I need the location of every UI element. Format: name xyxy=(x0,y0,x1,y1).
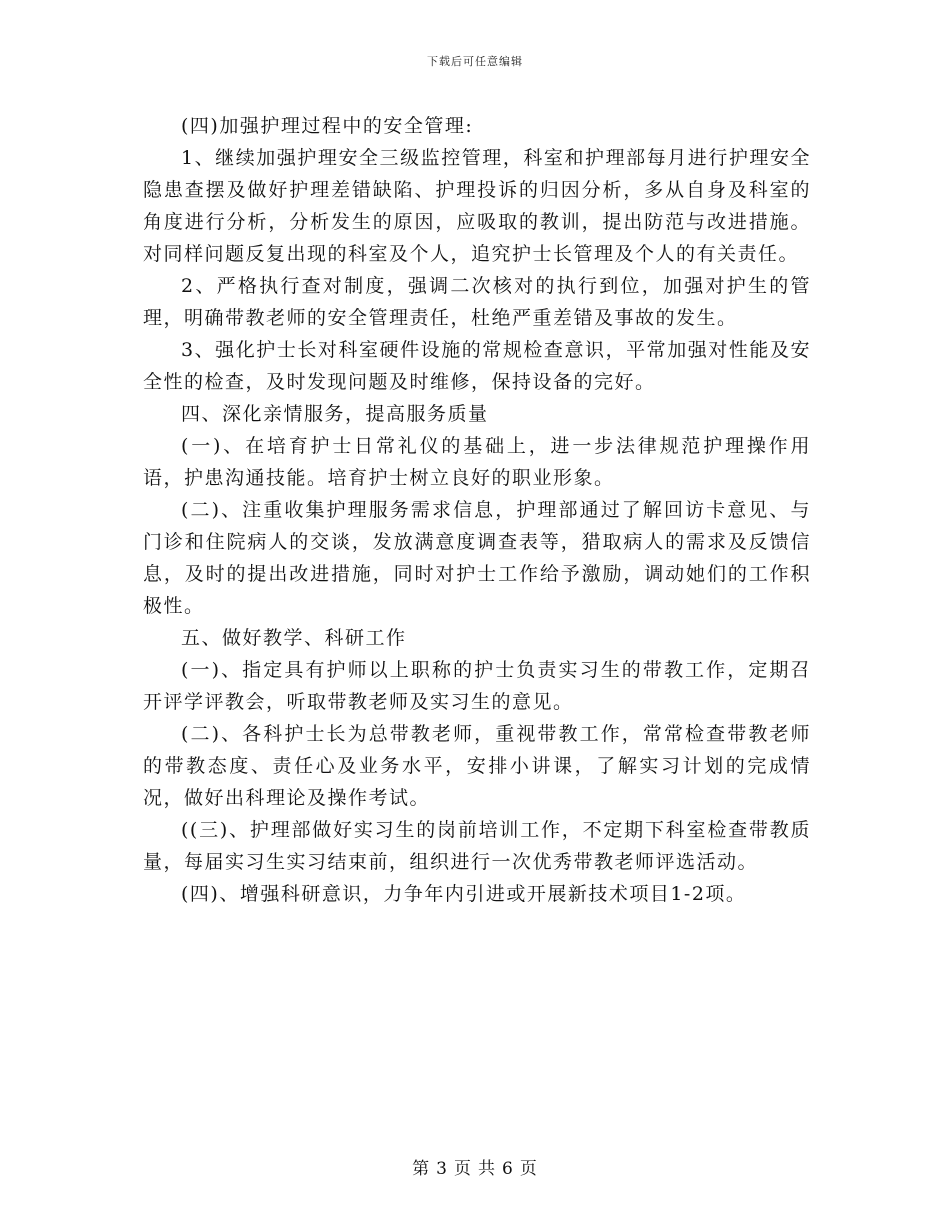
page-label-suffix: 页 xyxy=(519,1159,538,1179)
paragraph-service-item-1: (一)、在培育护士日常礼仪的基础上，进一步法律规范护理操作用语，护患沟通技能。培育护士树立良好的职业形象。 xyxy=(143,435,811,489)
paragraph-teaching-item-3: ((三)、护理部做好实习生的岗前培训工作，不定期下科室检查带教质量，每届实习生实习结束前，组织进行一次优秀带教老师评选活动。 xyxy=(143,819,811,873)
paragraph-safety-item-2: 2、严格执行查对制度，强调二次核对的执行到位，加强对护生的管理，明确带教老师的安全管理责任，杜绝严重差错及事故的发生。 xyxy=(143,275,811,329)
page-label-mid1: 页 xyxy=(454,1159,472,1179)
paragraph-service-item-2: (二)、注重收集护理服务需求信息，护理部通过了解回访卡意见、与门诊和住院病人的交谈，发放满意度调查表等，猎取病人的需求及反馈信息，及时的提出改进措施，同时对护士工作给予激励，调动她们的工作积极性。 xyxy=(143,499,811,617)
paragraph-safety-heading: (四)加强护理过程中的安全管理: xyxy=(181,115,474,137)
page-label-mid2: 共 xyxy=(478,1159,496,1179)
paragraph-safety-item-3: 3、强化护士长对科室硬件设施的常规检查意识，平常加强对性能及安全性的检查，及时发现问题及时维修，保持设备的完好。 xyxy=(143,339,811,393)
paragraph-teaching-item-2: (二)、各科护士长为总带教老师，重视带教工作，常常检查带教老师的带教态度、责任心及业务水平，安排小讲课，了解实习计划的完成情况，做好出科理论及操作考试。 xyxy=(143,723,811,809)
section-heading-service: 四、深化亲情服务，提高服务质量 xyxy=(181,403,489,425)
total-pages-number: 6 xyxy=(502,1159,514,1179)
paragraph-teaching-item-4: (四)、增强科研意识，力争年内引进或开展新技术项目1-2项。 xyxy=(181,883,747,905)
paragraph-teaching-item-1: (一)、指定具有护师以上职称的护士负责实习生的带教工作，定期召开评学评教会，听取带教老师及实习生的意见。 xyxy=(143,659,811,713)
page-label-prefix: 第 xyxy=(412,1159,431,1179)
page-footer xyxy=(0,1154,950,1179)
document-body xyxy=(143,110,811,910)
current-page-number: 3 xyxy=(436,1159,448,1179)
header-note: 下载后可任意编辑 xyxy=(427,55,523,68)
section-heading-teaching: 五、做好教学、科研工作 xyxy=(181,627,407,649)
paragraph-safety-item-1: 1、继续加强护理安全三级监控管理，科室和护理部每月进行护理安全隐患查摆及做好护理差错缺陷、护理投诉的归因分析，多从自身及科室的角度进行分析，分析发生的原因，应吸取的教训，提出防范与改进措施。对同样问题反复出现的科室及个人，追究护士长管理及个人的有关责任。 xyxy=(143,147,811,265)
